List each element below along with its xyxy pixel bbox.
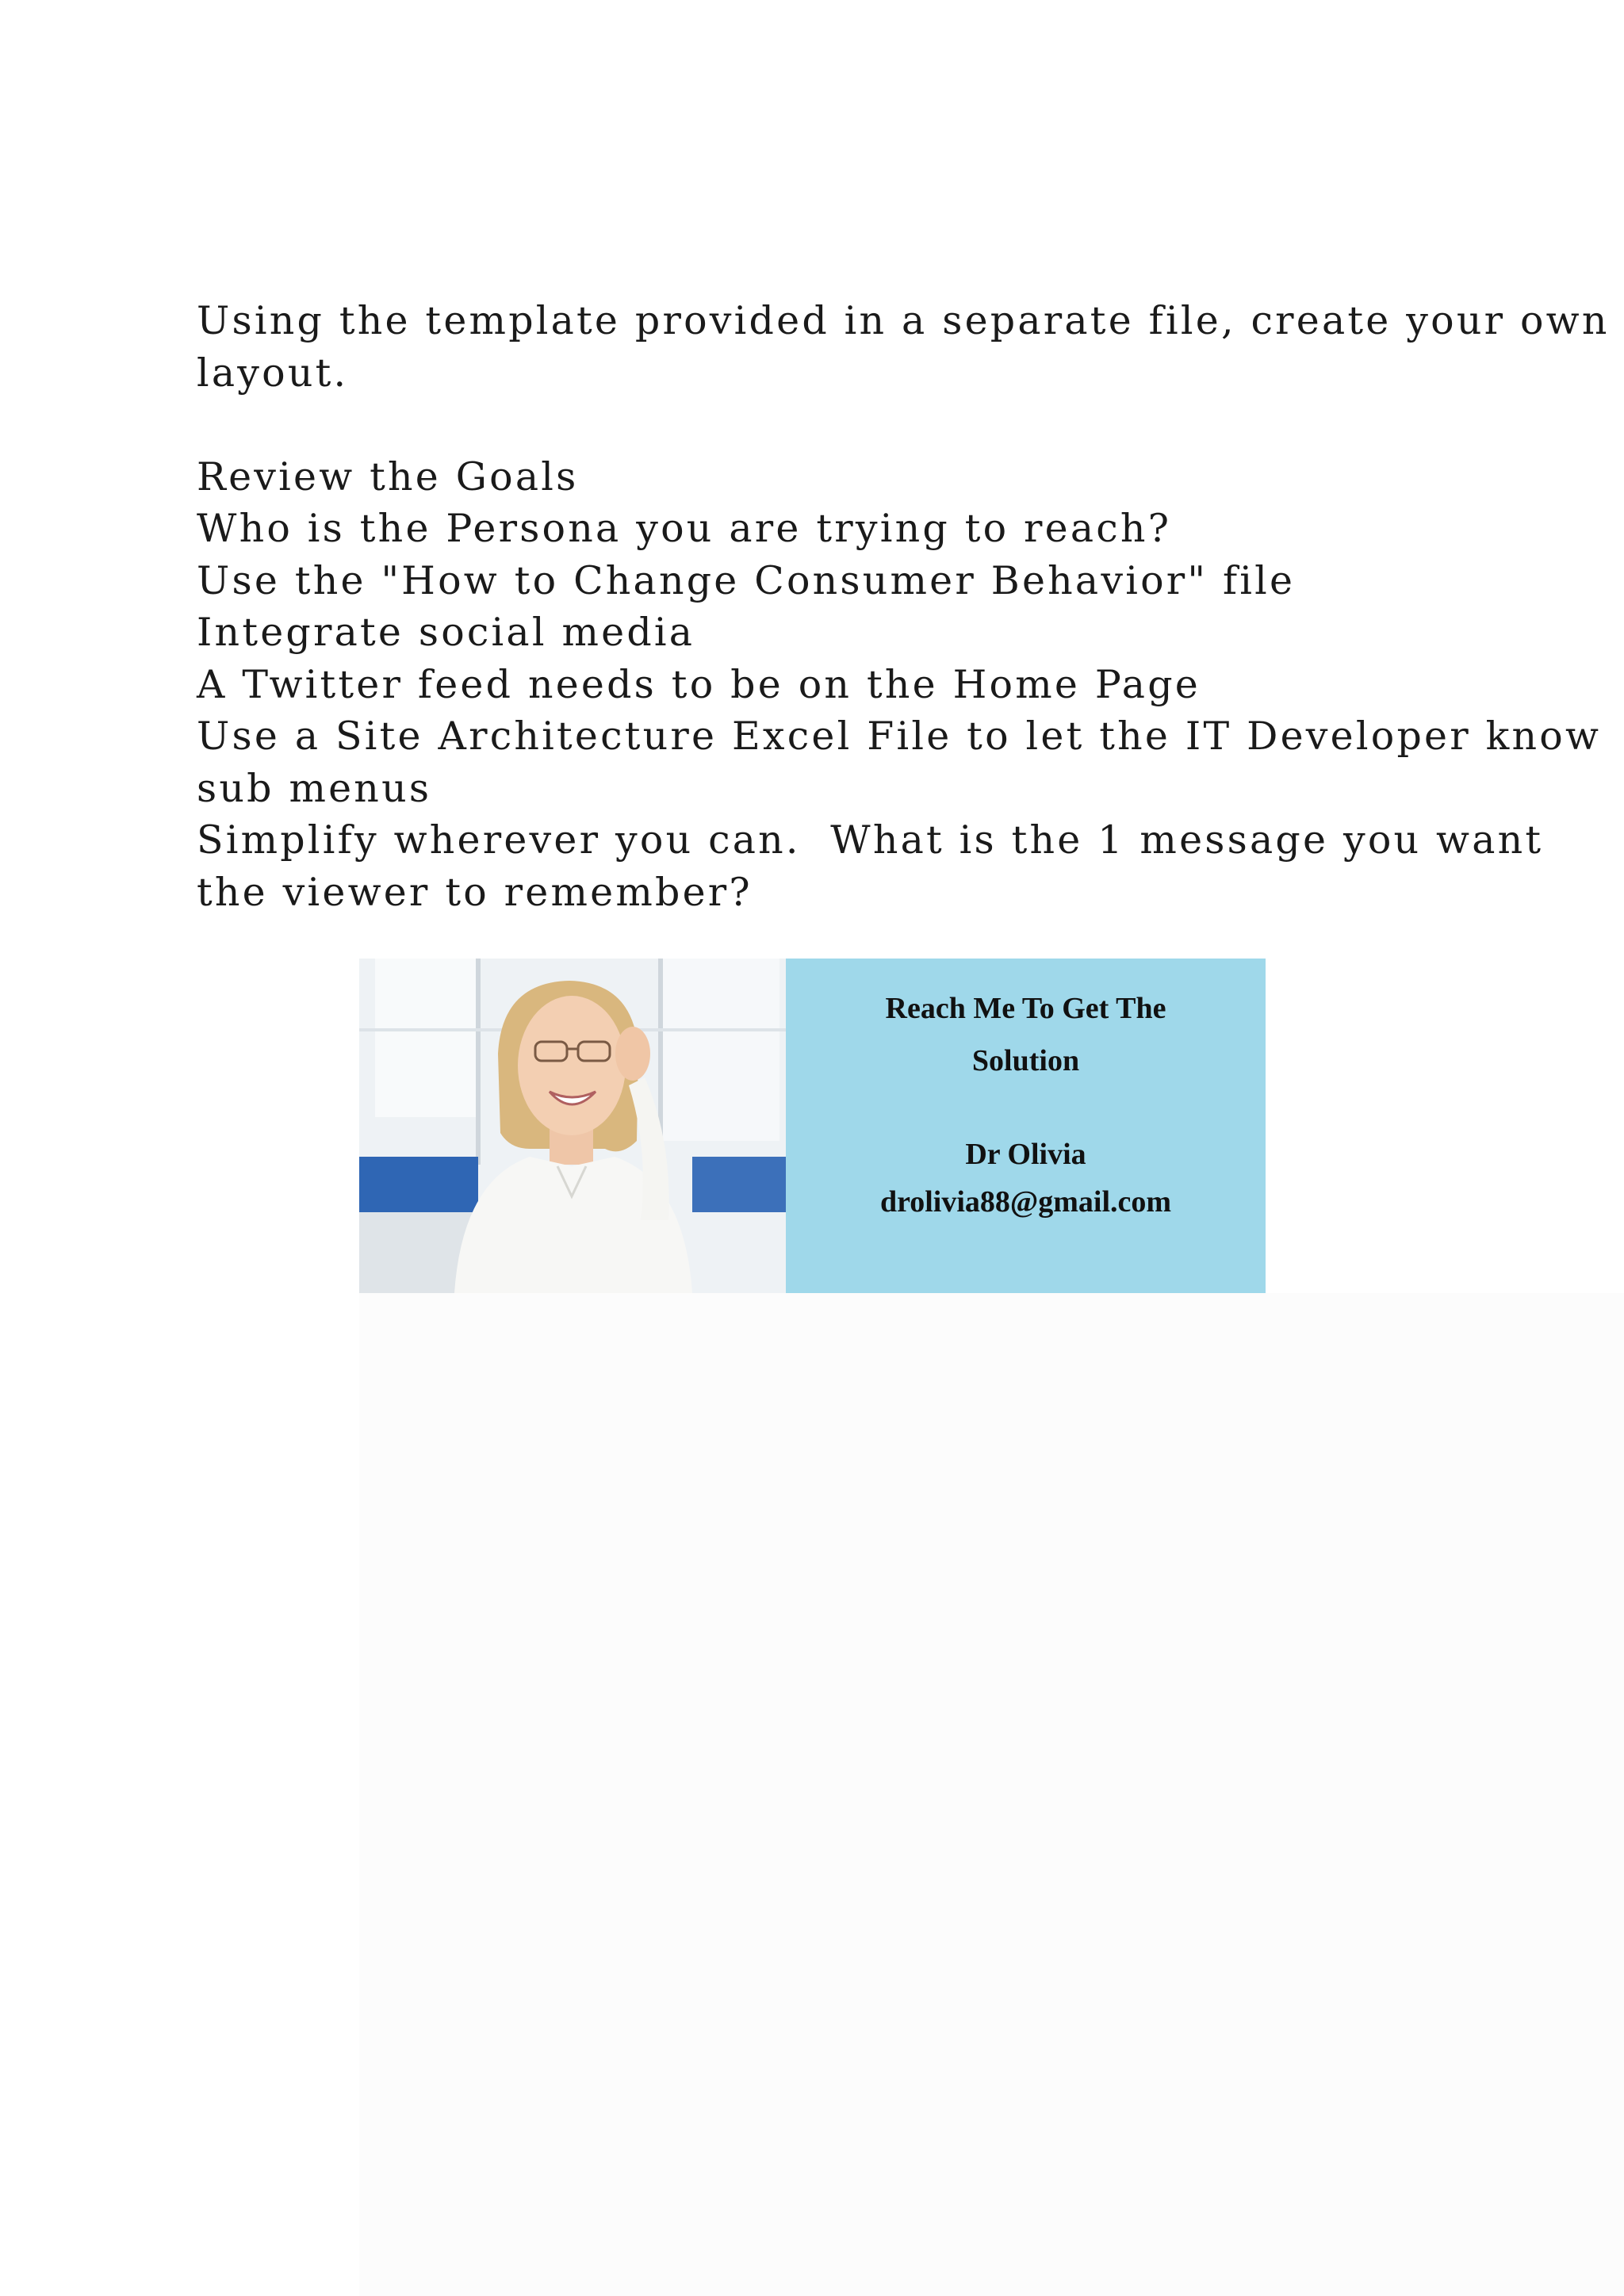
text-line: Use a Site Architecture Excel File to let the IT Developer know: [197, 714, 1602, 759]
text-line: Review the Goals: [197, 453, 579, 499]
text-line: sub menus: [197, 765, 432, 811]
contact-banner: [359, 959, 1266, 1293]
blank-line: [197, 399, 1434, 451]
text-line: Use the "How to Change Consumer Behavior" file: [197, 557, 1296, 603]
contact-name: Dr Olivia: [965, 1138, 1086, 1171]
contact-email: drolivia88@gmail.com: [879, 1185, 1172, 1219]
contact-panel: [786, 959, 1266, 1293]
background-panel: [359, 1293, 1624, 2296]
text-line: Who is the Persona you are trying to reach?: [197, 506, 1172, 551]
text-line: A Twitter feed needs to be on the Home Page: [197, 661, 1201, 707]
text-line: layout.: [197, 350, 349, 396]
text-line: Using the template provided in a separate file, create your own: [197, 298, 1610, 343]
instructions-text: [197, 295, 1610, 918]
text-line: the viewer to remember?: [197, 869, 753, 915]
text-line: Integrate social media: [197, 610, 695, 655]
heading-line: Reach Me To Get The: [885, 992, 1166, 1025]
contact-heading: [786, 982, 1266, 1087]
heading-line: Solution: [971, 1044, 1080, 1077]
text-line: Simplify wherever you can. What is the 1 message you want: [197, 817, 1544, 863]
smiling-woman-photo: [359, 959, 786, 1293]
